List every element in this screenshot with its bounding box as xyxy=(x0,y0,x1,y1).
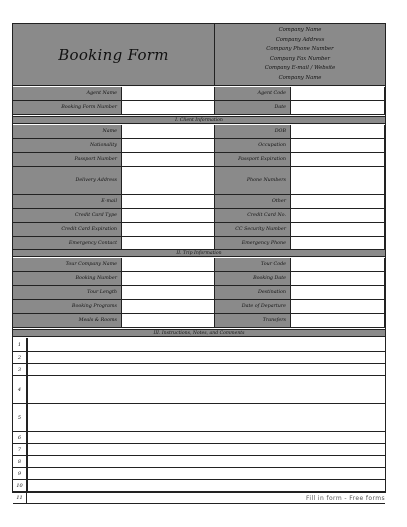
field-input[interactable] xyxy=(290,300,385,314)
field-label: Booking Number xyxy=(13,272,121,286)
field-label: Agent Code xyxy=(215,87,290,101)
company-line: Company Name xyxy=(278,74,322,81)
footer-credit: Fill in form - Free forms xyxy=(305,495,385,502)
field-label: Meals & Rooms xyxy=(13,314,121,328)
field-input[interactable] xyxy=(121,125,215,139)
field-input[interactable] xyxy=(290,195,385,209)
field-label: Destination xyxy=(215,286,290,300)
notes-line[interactable] xyxy=(13,444,385,456)
field-label: Other xyxy=(215,195,290,209)
field-input[interactable] xyxy=(290,101,385,115)
notes-line[interactable] xyxy=(13,352,385,364)
company-line: Company Name xyxy=(278,27,322,33)
notes-line-number: 5 xyxy=(13,404,27,432)
notes-line[interactable] xyxy=(13,456,385,468)
company-info-area xyxy=(215,24,385,86)
notes-line[interactable] xyxy=(13,338,385,352)
field-input[interactable] xyxy=(121,87,215,101)
field-input[interactable] xyxy=(290,258,385,272)
notes-line-number: 10 xyxy=(13,480,27,492)
field-input[interactable] xyxy=(121,286,215,300)
notes-line[interactable] xyxy=(13,404,385,432)
notes-line-number: 9 xyxy=(13,468,27,480)
field-input[interactable] xyxy=(290,139,385,153)
field-input[interactable] xyxy=(121,223,215,237)
company-line: Company Phone Number xyxy=(266,46,334,52)
field-label: DOB xyxy=(215,125,290,139)
notes-line[interactable] xyxy=(13,364,385,376)
field-input[interactable] xyxy=(290,223,385,237)
field-input[interactable] xyxy=(290,314,385,328)
form-title: Booking Form xyxy=(58,46,169,64)
field-input[interactable] xyxy=(290,87,385,101)
company-line: Company Fax Number xyxy=(269,55,331,62)
company-info-lines xyxy=(215,26,385,83)
notes-line-number: 1 xyxy=(13,338,27,352)
company-line: Company Address xyxy=(275,36,325,43)
field-label: Credit Card No. xyxy=(215,209,290,223)
field-input[interactable] xyxy=(121,300,215,314)
notes-line-number: 2 xyxy=(13,352,27,364)
field-input[interactable] xyxy=(290,286,385,300)
field-input[interactable] xyxy=(121,314,215,328)
field-label: Agent Name xyxy=(13,87,121,101)
field-label: Delivery Address xyxy=(13,167,121,195)
field-label: Booking Date xyxy=(215,272,290,286)
field-label: Credit Card Type xyxy=(13,209,121,223)
field-input[interactable] xyxy=(121,153,215,167)
section-trip-information-header: II. Trip Information xyxy=(13,249,385,257)
field-label: Emergency Phone xyxy=(215,237,290,251)
field-input[interactable] xyxy=(290,153,385,167)
field-label: Tour Length xyxy=(13,286,121,300)
field-label: Emergency Contact xyxy=(13,237,121,251)
company-line: Company E-mail / Website xyxy=(264,65,336,71)
field-label: CC Security Number xyxy=(215,223,290,237)
field-label: Transfers xyxy=(215,314,290,328)
field-label: Date xyxy=(215,101,290,115)
section-client-information-header: I. Client Information xyxy=(13,116,385,124)
field-input[interactable] xyxy=(121,101,215,115)
field-input[interactable] xyxy=(121,209,215,223)
field-label: Date of Departure xyxy=(215,300,290,314)
field-label: Tour Code xyxy=(215,258,290,272)
field-label: Booking Programs xyxy=(13,300,121,314)
section-notes-header: III. Instructions, Notes, and Comments xyxy=(13,329,385,337)
field-label: Name xyxy=(13,125,121,139)
notes-line[interactable] xyxy=(13,468,385,480)
field-label: Nationality xyxy=(13,139,121,153)
notes-line-number: 3 xyxy=(13,364,27,376)
field-input[interactable] xyxy=(290,167,385,195)
notes-line[interactable] xyxy=(13,376,385,404)
notes-line[interactable] xyxy=(13,480,385,492)
notes-line-number: 8 xyxy=(13,456,27,468)
field-label: Tour Company Name xyxy=(13,258,121,272)
field-input[interactable] xyxy=(121,139,215,153)
notes-line-number: 11 xyxy=(13,492,27,504)
field-label: Credit Card Expiration xyxy=(13,223,121,237)
field-input[interactable] xyxy=(121,195,215,209)
field-label: Phone Numbers xyxy=(215,167,290,195)
field-input[interactable] xyxy=(121,167,215,195)
field-label: E-mail xyxy=(13,195,121,209)
field-input[interactable] xyxy=(121,272,215,286)
field-label: Passport Number xyxy=(13,153,121,167)
notes-line-number: 6 xyxy=(13,432,27,444)
field-label: Occupation xyxy=(215,139,290,153)
field-label: Booking Form Number xyxy=(13,101,121,115)
notes-line[interactable] xyxy=(13,432,385,444)
field-label: Passport Expiration xyxy=(215,153,290,167)
form-header-title-area xyxy=(13,24,215,86)
field-input[interactable] xyxy=(290,209,385,223)
field-input[interactable] xyxy=(290,272,385,286)
field-input[interactable] xyxy=(121,258,215,272)
field-input[interactable] xyxy=(290,125,385,139)
notes-line-number: 7 xyxy=(13,444,27,456)
notes-line-number: 4 xyxy=(13,376,27,404)
